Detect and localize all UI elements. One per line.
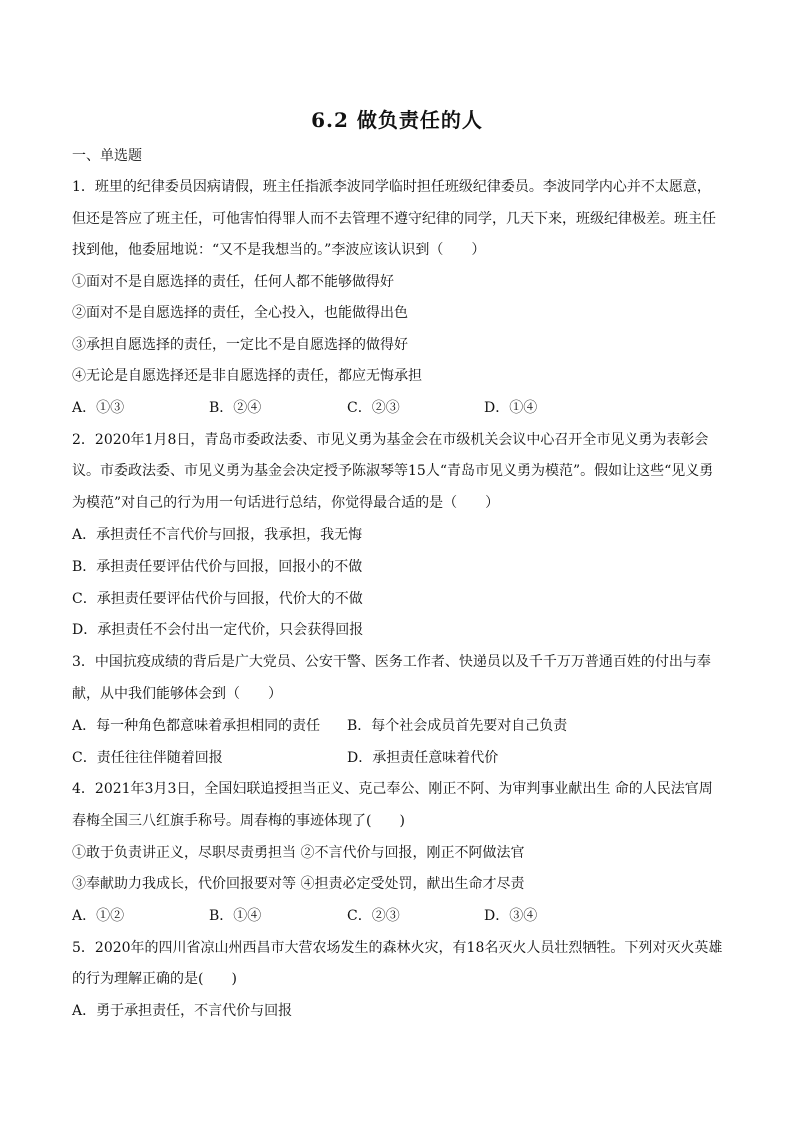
question-4-line-2: 春梅全国三八红旗手称号。周春梅的事迹体现了( )	[72, 813, 405, 829]
question-3-line-1: 3．中国抗疫成绩的背后是广大党员、公安干警、医务工作者、快递员以及千千万万普通百姓的付出与奉	[72, 654, 711, 670]
question-1-item-4: ④无论是自愿选择还是非自愿选择的责任，都应无悔承担	[72, 368, 422, 384]
question-3-option-d: D．承担责任意味着代价	[347, 750, 499, 766]
question-3-option-b: B．每个社会成员首先要对自己负责	[347, 718, 568, 734]
question-4-option-a: A．①②	[72, 908, 125, 924]
question-2-option-a: A．承担责任不言代价与回报，我承担，我无悔	[72, 527, 363, 543]
question-4-option-b: B．①④	[209, 908, 262, 924]
question-1-option-d: D．①④	[484, 400, 538, 416]
question-2-option-c: C．承担责任要评估代价与回报，代价大的不做	[72, 591, 363, 607]
question-1-item-1: ①面对不是自愿选择的责任，任何人都不能够做得好	[72, 274, 394, 290]
question-1-item-3: ③承担自愿选择的责任，一定比不是自愿选择的做得好	[72, 337, 408, 353]
question-2-line-1: 2．2020年1月8日，青岛市委政法委、市见义勇为基金会在市级机关会议中心召开全市见义勇为表彰会	[72, 432, 709, 448]
question-3-option-c: C．责任往往伴随着回报	[72, 750, 223, 766]
question-1-line-3: 找到他，他委屈地说：“又不是我想当的。”李波应该认识到（ ）	[72, 242, 486, 258]
page-title: 6.2 做负责任的人	[311, 108, 483, 132]
section-heading: 一、单选题	[72, 148, 142, 164]
question-1-item-2: ②面对不是自愿选择的责任，全心投入，也能做得出色	[72, 305, 408, 321]
question-1-line-1: 1．班里的纪律委员因病请假，班主任指派李波同学临时担任班级纪律委员。李波同学内心并不太愿意，	[72, 179, 711, 195]
question-4-option-c: C．②③	[347, 908, 400, 924]
question-1-option-a: A．①③	[72, 400, 125, 416]
question-5-line-2: 的行为理解正确的是( )	[72, 971, 237, 987]
question-2-line-2: 议。市委政法委、市见义勇为基金会决定授予陈淑琴等15人“青岛市见义勇为模范”。假如让这些“见义勇	[72, 463, 714, 479]
question-1-option-b: B．②④	[209, 400, 262, 416]
question-4-line-1: 4．2021年3月3日，全国妇联追授担当正义、克己奉公、刚正不阿、为审判事业献出生 命的人民法官周	[72, 781, 713, 797]
question-3-option-a: A．每一种角色都意味着承担相同的责任	[72, 718, 321, 734]
question-1-option-c: C．②③	[347, 400, 400, 416]
question-3-line-2: 献，从中我们能够体会到（ ）	[72, 686, 282, 702]
question-2-option-d: D．承担责任不会付出一定代价，只会获得回报	[72, 622, 364, 638]
question-5-option-a: A．勇于承担责任，不言代价与回报	[72, 1003, 293, 1019]
question-4-item-2: ③奉献助力我成长，代价回报要对等 ④担责必定受处罚，献出生命才尽责	[72, 876, 525, 892]
question-4-item-1: ①敢于负责讲正义，尽职尽责勇担当 ②不言代价与回报，刚正不阿做法官	[72, 845, 525, 861]
question-1-line-2: 但还是答应了班主任，可他害怕得罪人而不去管理不遵守纪律的同学，几天下来，班级纪律极差。班主任	[72, 211, 716, 227]
question-4-option-d: D．③④	[484, 908, 538, 924]
question-5-line-1: 5．2020年的四川省凉山州西昌市大营农场发生的森林火灾，有18名灭火人员壮烈牺牲。下列对灭火英雄	[72, 940, 723, 956]
question-2-line-3: 为模范”对自己的行为用一句话进行总结，你觉得最合适的是（ ）	[72, 495, 500, 511]
question-2-option-b: B．承担责任要评估代价与回报，回报小的不做	[72, 559, 363, 575]
